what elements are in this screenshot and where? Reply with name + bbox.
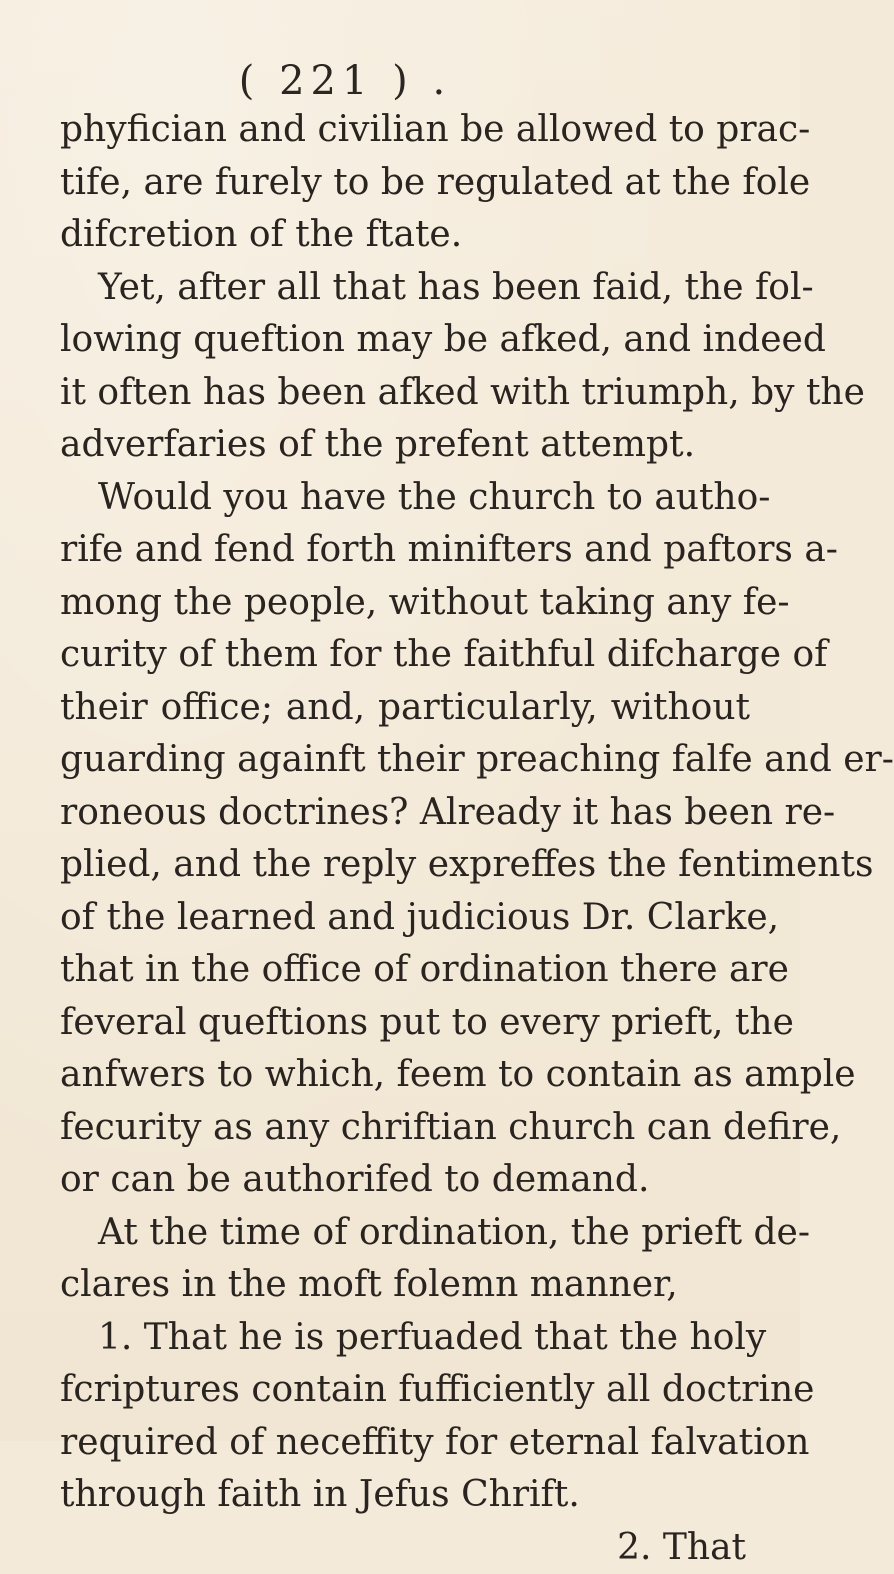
text-line-6: it often has been afked with triumph, by the	[60, 367, 750, 420]
text-line-9: rife and fend forth minifters and paftors a-	[60, 524, 750, 577]
text-line-2: tife, are furely to be regulated at the fole	[60, 157, 750, 210]
text-line-7: adverfaries of the prefent attempt.	[60, 419, 750, 472]
text-line-10: mong the people, without taking any fe-	[60, 577, 750, 630]
text-line-4: Yet, after all that has been faid, the fol-	[60, 262, 750, 315]
text-line-11: curity of them for the faithful difcharge of	[60, 629, 750, 682]
text-line-8: Would you have the church to autho-	[60, 472, 750, 525]
text-line-1: phyfician and civilian be allowed to prac-	[60, 104, 750, 157]
page-number: ( 221 ) .	[0, 58, 690, 104]
text-line-21: or can be authorifed to demand.	[60, 1154, 750, 1207]
text-line-25: fcriptures contain fufficiently all doctrine	[60, 1364, 750, 1417]
text-line-20: fecurity as any chriftian church can defire,	[60, 1102, 750, 1155]
body-text	[60, 104, 750, 1574]
text-line-18: feveral queftions put to every prieft, the	[60, 997, 750, 1050]
text-line-5: lowing queftion may be afked, and indeed	[60, 314, 750, 367]
text-line-22: At the time of ordination, the prieft de-	[60, 1207, 750, 1260]
catchword: 2. That	[60, 1522, 750, 1574]
text-line-15: plied, and the reply expreffes the fentiments	[60, 839, 750, 892]
text-line-27: through faith in Jefus Chrift.	[60, 1469, 750, 1522]
text-line-19: anfwers to which, feem to contain as ample	[60, 1049, 750, 1102]
text-line-26: required of neceffity for eternal falvation	[60, 1417, 750, 1470]
text-line-3: difcretion of the ftate.	[60, 209, 750, 262]
text-line-14: roneous doctrines? Already it has been re-	[60, 787, 750, 840]
text-line-12: their office; and, particularly, without	[60, 682, 750, 735]
text-line-24: 1. That he is perfuaded that the holy	[60, 1312, 750, 1365]
text-line-23: clares in the moft folemn manner,	[60, 1259, 750, 1312]
text-line-13: guarding againft their preaching falfe and er-	[60, 734, 750, 787]
text-line-17: that in the office of ordination there are	[60, 944, 750, 997]
text-line-16: of the learned and judicious Dr. Clarke,	[60, 892, 750, 945]
